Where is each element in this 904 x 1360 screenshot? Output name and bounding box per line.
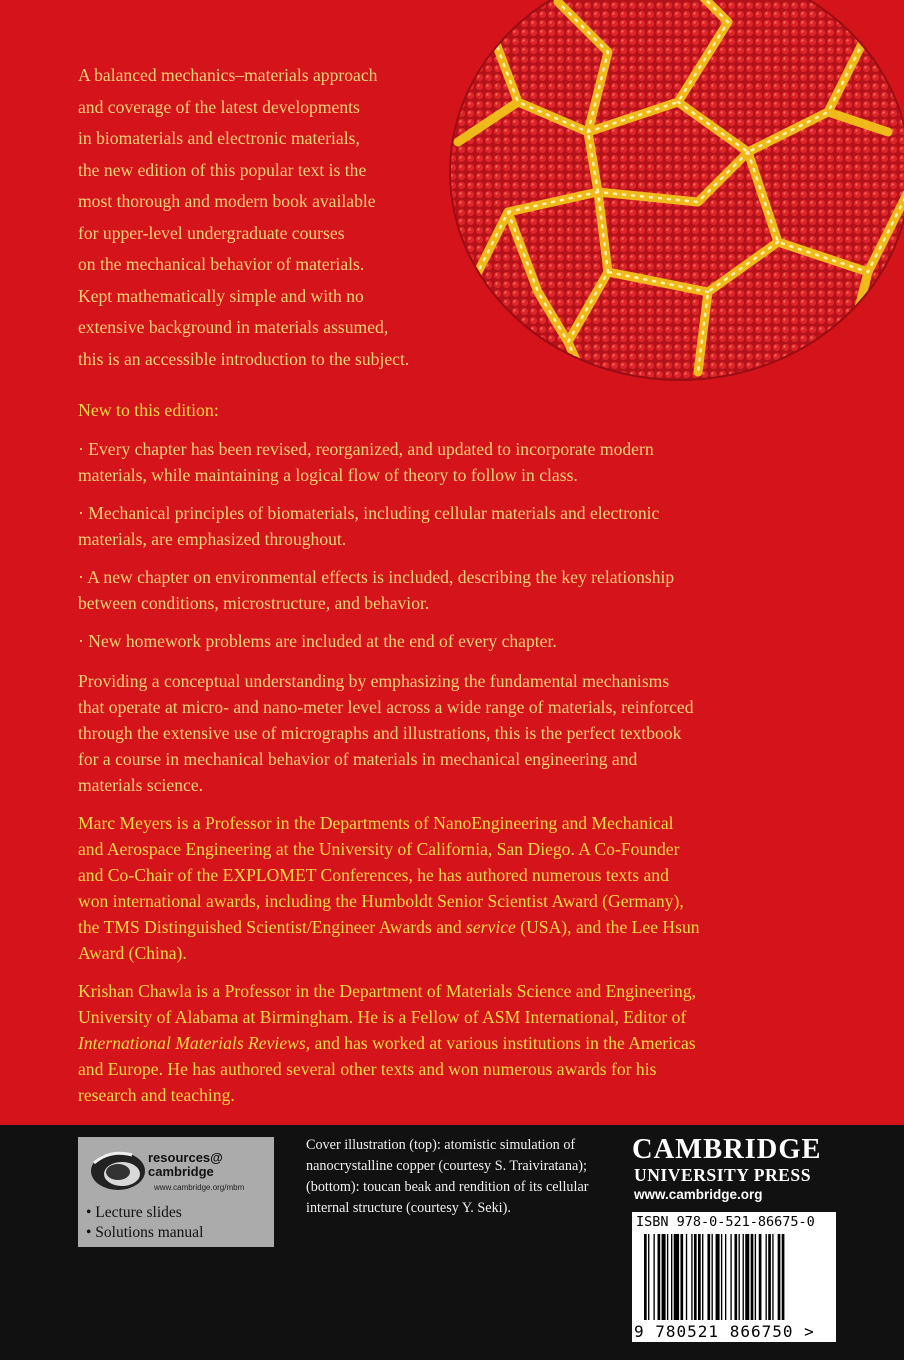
nanocrystal-illustration	[448, 0, 904, 387]
summary-line: through the extensive use of micrographs and illustrations, this is the perfect textbook	[78, 723, 682, 743]
intro-line: on the mechanical behavior of materials.	[78, 254, 365, 274]
bio-line: University of Alabama at Birmingham. He is a Fellow of ASM International, Editor of	[78, 1007, 687, 1027]
resources-name-line: resources@	[148, 1150, 223, 1165]
bio-line: and Aerospace Engineering at the University of California, San Diego. A Co-Founder	[78, 839, 680, 859]
bio-line: Krishan Chawla is a Professor in the Department of Materials Science and Engineering,	[78, 981, 697, 1001]
bio-line: won international awards, including the Humboldt Senior Scientist Award (Germany),	[78, 891, 684, 911]
list-item-line: materials, are emphasized throughout.	[78, 529, 347, 549]
credits-line: nanocrystalline copper (courtesy S. Traiviratana);	[306, 1158, 587, 1174]
resources-box	[78, 1137, 274, 1247]
summary-line: Providing a conceptual understanding by emphasizing the fundamental mechanisms	[78, 671, 670, 691]
bio-text: the TMS Distinguished Scientist/Engineer Awards and	[78, 917, 467, 937]
intro-line: the new edition of this popular text is the	[78, 159, 367, 180]
new-edition-list	[78, 436, 778, 666]
bio-text: (USA), and the Lee Hsun	[515, 917, 700, 937]
list-item-line: · Every chapter has been revised, reorganized, and updated to incorporate modern	[78, 439, 654, 459]
resources-list	[86, 1203, 203, 1243]
list-item-line: materials, while maintaining a logical flow of theory to follow in class.	[78, 465, 578, 485]
summary-line: that operate at micro- and nano-meter level across a wide range of materials, reinforced	[78, 697, 694, 717]
publisher-subtitle: UNIVERSITY PRESS	[634, 1165, 811, 1185]
list-item	[78, 436, 778, 488]
bio-line: Marc Meyers is a Professor in the Departments of NanoEngineering and Mechanical	[78, 813, 674, 833]
bio-line: research and teaching.	[78, 1085, 235, 1105]
intro-paragraph	[78, 60, 458, 375]
new-edition-heading: New to this edition:	[78, 400, 219, 420]
list-item-line: · A new chapter on environmental effects is included, describing the key relationship	[78, 567, 675, 587]
intro-line: for upper-level undergraduate courses	[78, 222, 345, 243]
bio-italic: service	[466, 917, 516, 937]
publisher-name: CAMBRIDGE	[632, 1134, 822, 1165]
cover-credits	[306, 1135, 606, 1219]
credits-line: (bottom): toucan beak and rendition of its cellular	[306, 1179, 589, 1195]
list-item	[78, 500, 778, 552]
barcode-digits: 9 780521 866750 >	[634, 1322, 815, 1341]
resources-name-line: cambridge	[148, 1164, 214, 1179]
bio-text: and has worked at various institutions in the Americas	[310, 1033, 696, 1053]
publisher-url[interactable]: www.cambridge.org	[634, 1187, 763, 1202]
bio-line	[78, 914, 798, 940]
author-bio-chawla	[78, 978, 798, 1108]
isbn-text: ISBN 978-0-521-86675-0	[636, 1214, 815, 1230]
isbn-barcode	[632, 1212, 836, 1342]
list-item-line: between conditions, microstructure, and behavior.	[78, 593, 430, 613]
intro-line: A balanced mechanics–materials approach	[78, 65, 378, 85]
summary-paragraph	[78, 668, 778, 798]
intro-line: this is an accessible introduction to the subject.	[78, 348, 410, 369]
list-item-line: · New homework problems are included at the end of every chapter.	[78, 631, 557, 651]
author-bio-meyers	[78, 810, 798, 966]
resources-logo-icon	[88, 1147, 146, 1193]
resources-item: • Lecture slides	[86, 1204, 182, 1221]
list-item	[78, 564, 778, 616]
resources-name	[148, 1151, 223, 1179]
publisher-block	[632, 1135, 862, 1205]
journal-title: International Materials Reviews,	[78, 1033, 311, 1053]
bio-line: and Europe. He has authored several other texts and won numerous awards for his	[78, 1059, 657, 1079]
resources-url[interactable]: www.cambridge.org/mbm	[154, 1183, 245, 1192]
summary-line: for a course in mechanical behavior of materials in mechanical engineering and	[78, 749, 638, 769]
intro-line: most thorough and modern book available	[78, 191, 376, 211]
intro-line: extensive background in materials assumed,	[78, 317, 389, 337]
credits-line: Cover illustration (top): atomistic simulation of	[306, 1137, 576, 1153]
intro-line: in biomaterials and electronic materials,	[78, 128, 360, 148]
intro-line: Kept mathematically simple and with no	[78, 285, 364, 306]
list-item-line: · Mechanical principles of biomaterials, including cellular materials and electronic	[78, 503, 660, 523]
bio-line	[78, 1030, 798, 1056]
resources-item: • Solutions manual	[86, 1224, 204, 1241]
intro-line: and coverage of the latest developments	[78, 96, 360, 117]
bio-line: and Co-Chair of the EXPLOMET Conferences, he has authored numerous texts and	[78, 865, 669, 885]
bio-line: Award (China).	[78, 943, 187, 963]
list-item	[78, 628, 778, 654]
footer-band	[0, 1125, 904, 1360]
summary-line: materials science.	[78, 775, 204, 795]
credits-line: internal structure (courtesy Y. Seki).	[306, 1200, 511, 1216]
